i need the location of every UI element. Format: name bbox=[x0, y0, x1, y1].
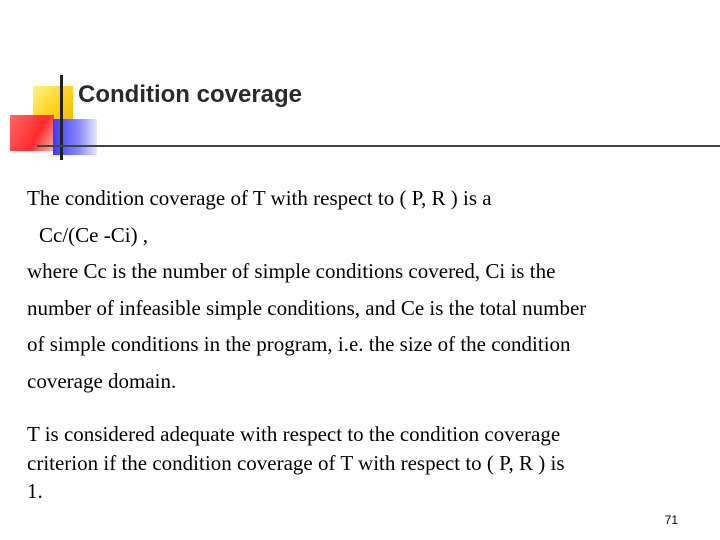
paragraph-line: number of infeasible simple conditions, and Ce is the total number bbox=[27, 295, 587, 320]
paragraph-line: where Cc is the number of simple conditions covered, Ci is the bbox=[27, 259, 556, 283]
definition-paragraph bbox=[27, 180, 687, 399]
page-number: 71 bbox=[664, 513, 678, 527]
paragraph-line: of simple conditions in the program, i.e. the size of the condition bbox=[27, 332, 571, 356]
paragraph-line: criterion if the condition coverage of T with respect to ( P, R ) is bbox=[27, 450, 565, 475]
paragraph-line: 1. bbox=[27, 479, 43, 503]
title-underline bbox=[37, 145, 720, 147]
paragraph-line: The condition coverage of T with respect to ( P, R ) is a bbox=[27, 186, 492, 210]
slide-title: Condition coverage bbox=[78, 81, 303, 108]
paragraph-line: T is considered adequate with respect to the condition coverage bbox=[27, 422, 561, 446]
formula-line: Cc/(Ce -Ci) , bbox=[39, 222, 149, 247]
paragraph-line: coverage domain. bbox=[27, 368, 177, 393]
decor-vertical-line bbox=[60, 75, 63, 160]
adequacy-paragraph bbox=[27, 420, 687, 506]
